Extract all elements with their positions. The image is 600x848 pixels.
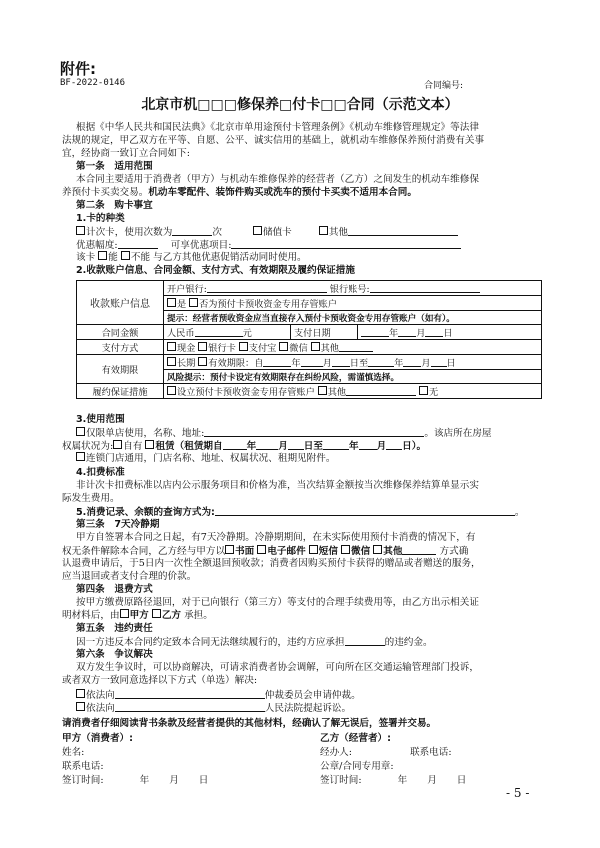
article-6-heading: 第六条 争议解决	[76, 649, 153, 660]
litigation-label-a: 依法向	[86, 703, 115, 714]
account-no-field[interactable]	[370, 282, 480, 293]
guarantee-cell	[164, 384, 542, 399]
long-term-checkbox[interactable]	[167, 357, 176, 366]
litigation-label-b: 人民法院提起诉讼。	[264, 703, 352, 714]
article-5-text-a: 因一方违反本合同约定致本合同无法继续履行的，违约方应承担	[76, 637, 345, 648]
guarantee-other-field[interactable]	[346, 385, 416, 396]
discount-field[interactable]	[118, 238, 158, 249]
valid-to-year-unit: 年	[394, 358, 404, 369]
benefit-field[interactable]	[231, 238, 461, 249]
party-b-sign-day: 日	[456, 775, 467, 786]
valid-to-day[interactable]	[431, 356, 447, 367]
valid-to-day-unit: 日	[446, 358, 456, 369]
can-checkbox[interactable]	[98, 251, 107, 260]
cannot-label: 不能	[130, 252, 151, 263]
value-card-label: 储值卡	[263, 227, 292, 238]
other-card-label: 其他	[328, 227, 349, 238]
count-unit: 次	[212, 227, 222, 238]
party-b-sign-month: 月	[427, 775, 437, 786]
lease-from-year-unit: 年	[246, 441, 257, 452]
bank-row	[164, 281, 542, 296]
lease-label: 租赁（租赁期自	[155, 441, 223, 452]
cash-label: 现金	[177, 343, 196, 354]
escrow-row	[164, 296, 542, 311]
article-1-text-2a: 养预付卡买卖交易。	[62, 187, 149, 198]
other-notice-checkbox[interactable]	[373, 545, 382, 554]
card-type-row	[76, 225, 458, 239]
bankcard-label: 银行卡	[208, 343, 236, 354]
valid-to-label: 至	[358, 358, 369, 369]
lease-from-year[interactable]	[223, 439, 247, 450]
article-2-heading: 第二条 购卡事宜	[76, 200, 153, 211]
article-1-text-2	[62, 186, 417, 199]
arbitration-checkbox[interactable]	[76, 689, 85, 698]
article-3-heading: 第三条 7天冷静期	[76, 519, 160, 530]
chain-store-row	[76, 452, 335, 465]
pay-method-label: 支付方式	[77, 340, 164, 355]
article-3-text-2a: 权无条件解除本合同，乙方经与甲方以	[62, 546, 226, 557]
lease-to-month[interactable]	[359, 439, 377, 450]
guarantee-label: 履约保证措施	[77, 384, 164, 399]
litigation-row	[76, 701, 351, 715]
count-card-label: 计次卡，使用次数为	[86, 227, 173, 238]
lease-from-month[interactable]	[256, 439, 278, 450]
party-a-phone-label: 联系电话:	[62, 761, 104, 772]
escrow-guarantee-label: 设立预付卡预收资金专用存管账户	[177, 387, 315, 398]
litigation-field[interactable]	[115, 701, 265, 712]
limited-term-checkbox[interactable]	[198, 357, 207, 366]
page-number: - 5 -	[506, 786, 530, 800]
party-a-sign-month: 月	[169, 775, 179, 786]
preamble-line-3: 宜，经协商一致订立合同如下:	[62, 148, 190, 159]
no-guarantee-checkbox[interactable]	[419, 386, 428, 395]
article-4-text-2a: 明材料后，由	[62, 610, 120, 621]
party-b-handler-label: 经办人:	[320, 747, 353, 758]
combine-rest: 与乙方其他优惠促销活动同时使用。	[153, 252, 307, 263]
chain-store-label: 连锁门店通用，门店名称、地址、权属状况、租期见附件。	[86, 453, 336, 464]
party-a-sign-time-label: 签订时间:	[62, 775, 104, 786]
pay-date-cell	[358, 325, 542, 340]
party-a-sign-day: 日	[198, 775, 209, 786]
valid-from-month-unit: 月	[322, 358, 332, 369]
is-label: 是	[177, 299, 187, 310]
not-escrow-checkbox[interactable]	[189, 298, 198, 307]
pay-other-label: 其他	[320, 343, 339, 354]
preamble-line-2: 法规的规定，甲乙双方在平等、自愿、公平、诚实信用的基础上，就机动车维修保养预付消费有关事	[62, 135, 485, 146]
pay-day-field[interactable]	[425, 326, 443, 337]
party-b-bears-label: 乙方	[161, 610, 181, 621]
valid-from-year-unit: 年	[291, 358, 301, 369]
party-b-seal-label: 公章/合同专用章:	[320, 761, 394, 772]
discount-label: 优惠幅度:	[76, 240, 118, 251]
article-1-heading: 第一条 适用范围	[76, 161, 153, 172]
party-b-sign-year: 年	[397, 775, 408, 786]
not-escrow-label: 否为预付卡预收资金专用存管账户	[199, 299, 337, 310]
own-checkbox[interactable]	[113, 440, 122, 449]
alipay-checkbox[interactable]	[239, 342, 248, 351]
guarantee-other-label: 其他	[327, 387, 347, 398]
article-5-heading: 第五条 违约责任	[76, 623, 153, 634]
party-a-name-label: 姓名:	[62, 747, 85, 758]
count-card-checkbox[interactable]	[76, 226, 85, 235]
article-3-text-2	[62, 544, 468, 558]
article-4-text-1: 按甲方缴费原路径退回，对于已向银行（第三方）等支付的合理手续费用等，由乙方出示相关证	[76, 597, 479, 608]
account-no-label: 银行账号:	[329, 284, 370, 295]
cash-checkbox[interactable]	[167, 342, 176, 351]
party-b-bears-checkbox[interactable]	[152, 609, 161, 618]
lease-end-label: 日）。	[402, 441, 427, 452]
amount-cell	[164, 325, 291, 340]
lease-from-day[interactable]	[288, 439, 304, 450]
account-info-label: 收款账户信息	[77, 281, 164, 325]
lease-to-year[interactable]	[323, 439, 349, 450]
contract-number-label: 合同编号:	[424, 81, 464, 91]
article-5-text	[76, 635, 433, 649]
lease-to-day[interactable]	[386, 439, 402, 450]
pay-other-field[interactable]	[339, 341, 373, 352]
payment-table	[76, 280, 542, 399]
benefit-label: 可享优惠项目:	[170, 240, 232, 251]
contract-title: 北京市机□□□修保养□付卡□□合同（示范文本）	[141, 97, 459, 113]
pay-date-label: 支付日期	[291, 325, 358, 340]
rmb-label: 人民币	[167, 328, 195, 339]
annex-label: 附件:	[60, 60, 96, 78]
own-label: 自有	[123, 441, 143, 452]
bank-field[interactable]	[207, 282, 327, 293]
other-card-checkbox[interactable]	[319, 226, 328, 235]
validity-label: 有效期限	[77, 355, 164, 384]
escrow-guarantee-checkbox[interactable]	[167, 386, 176, 395]
wechat-notice-label: 微信	[351, 546, 371, 557]
valid-from-day[interactable]	[332, 356, 350, 367]
arbitration-label-b: 仲裁委员会申请仲裁。	[264, 690, 361, 701]
is-escrow-checkbox[interactable]	[167, 298, 176, 307]
document-code: BF-2022-0146	[60, 78, 126, 88]
amount-label: 合同金额	[77, 325, 164, 340]
litigation-checkbox[interactable]	[76, 702, 85, 711]
arbitration-field[interactable]	[115, 688, 265, 699]
valid-to-year[interactable]	[368, 356, 394, 367]
can-label: 能	[108, 252, 118, 263]
deduction-text-1: 非计次卡扣费标准以店内公示服务项目和价格为准，当次结算金额按当次维修保养结算单显示实	[76, 480, 479, 491]
pay-year-unit: 年	[389, 328, 399, 339]
letter-checkbox[interactable]	[225, 545, 234, 554]
preamble-line-1: 根据《中华人民共和国民法典》《北京市单用途预付卡管理条例》《机动车维修管理规定》等法律	[76, 122, 479, 133]
party-b-heading: 乙方（经营者）:	[320, 733, 391, 744]
lease-to-month-unit: 月	[376, 441, 387, 452]
deduction-text-2: 际发生费用。	[62, 493, 120, 504]
amount-field[interactable]	[195, 326, 243, 337]
arbitration-row	[76, 688, 361, 702]
limited-term-label: 有效期限：自	[208, 358, 264, 369]
pay-month-field[interactable]	[398, 326, 416, 337]
valid-to-month-unit: 月	[421, 358, 431, 369]
party-b-phone-label: 联系电话:	[410, 747, 452, 758]
lease-checkbox[interactable]	[145, 440, 154, 449]
query-label: 5.消费记录、余额的查询方式为:	[76, 507, 215, 518]
article-1-text-1: 本合同主要适用于消费者（甲方）与机动车维修保养的经营者（乙方）之间发生的机动车维修保	[76, 174, 479, 185]
article-6-text-1: 双方发生争议时，可以协商解决，可请求消费者协会调解，可向所在区交通运输管理部门投诉，	[76, 662, 479, 673]
lease-from-month-unit: 月	[278, 441, 288, 452]
article-6-text-2: 或者双方一致同意选择以下方式（单选）解决:	[62, 675, 258, 686]
article-4-text-2	[62, 609, 213, 622]
wechat-label: 微信	[289, 343, 308, 354]
sms-checkbox[interactable]	[309, 545, 318, 554]
chain-store-checkbox[interactable]	[76, 452, 85, 461]
query-row: 5.消费记录、余额的查询方式为: 。	[76, 507, 525, 518]
combine-row	[76, 251, 307, 264]
valid-from-year[interactable]	[263, 356, 291, 367]
single-store-checkbox[interactable]	[76, 427, 85, 436]
no-guarantee-label: 无	[429, 387, 439, 398]
validity-risk-tip: 风险提示：预付卡设定有效期限存在纠纷风险，需谨慎选择。	[164, 370, 542, 384]
value-card-checkbox[interactable]	[253, 226, 262, 235]
valid-from-day-unit: 日	[349, 358, 359, 369]
pay-other-checkbox[interactable]	[311, 342, 320, 351]
account-section-heading: 2.收款账户信息、合同金额、支付方式、有效期限及履约保证措施	[76, 265, 355, 276]
party-a-bears-checkbox[interactable]	[120, 609, 129, 618]
email-checkbox[interactable]	[257, 545, 266, 554]
wechat-notice-checkbox[interactable]	[341, 545, 350, 554]
bankcard-checkbox[interactable]	[198, 342, 207, 351]
sms-label: 短信	[318, 546, 338, 557]
pay-year-field[interactable]	[361, 326, 389, 337]
card-type-heading: 1.卡的种类	[76, 213, 125, 224]
party-a-bears-label: 甲方	[129, 610, 149, 621]
single-store-label: 仅限单店使用，名称、地址:	[86, 428, 205, 439]
validity-cell	[164, 355, 542, 370]
valid-from-month[interactable]	[301, 356, 323, 367]
count-field[interactable]	[172, 225, 212, 236]
single-store-tail: 。该店所在房屋	[424, 428, 492, 439]
article-3-text-2b: 方式确	[439, 546, 469, 557]
party-a-sign-year: 年	[139, 775, 150, 786]
letter-label: 书面	[235, 546, 255, 557]
discount-row	[76, 238, 461, 252]
pay-day-unit: 日	[443, 328, 453, 339]
party-b-sign-time	[320, 774, 466, 787]
wechat-checkbox[interactable]	[279, 342, 288, 351]
deduction-heading: 4.扣费标准	[76, 467, 125, 478]
combine-label: 该卡	[76, 252, 96, 263]
ownership-row	[62, 439, 426, 453]
penalty-field[interactable]	[345, 635, 385, 646]
lease-to-year-unit: 年	[348, 441, 359, 452]
guarantee-other-checkbox[interactable]	[318, 386, 327, 395]
arbitration-label-a: 依法向	[86, 690, 115, 701]
alipay-label: 支付宝	[248, 343, 277, 354]
article-1-exclusion: 机动车零配件、装饰件购买或洗车的预付卡买卖不适用本合同。	[148, 187, 417, 198]
article-4-text-2b: 承担。	[184, 610, 213, 621]
signing-notice: 请消费者仔细阅读背书条款及经营者提供的其他材料，经确认了解无误后，签署并交易。	[62, 718, 437, 729]
ownership-label: 权属状况为:	[62, 441, 114, 452]
query-field[interactable]	[215, 505, 515, 516]
store-address-field[interactable]	[204, 426, 424, 437]
party-b-sign-time-label: 签订时间:	[320, 775, 362, 786]
escrow-tip: 提示：经营者预收资金应当直接存入预付卡预收资金专用存管账户（如有）。	[164, 311, 542, 325]
other-card-field[interactable]	[348, 225, 458, 236]
other-notice-field[interactable]	[402, 544, 436, 555]
valid-to-month[interactable]	[403, 356, 421, 367]
yuan-label: 元	[242, 328, 252, 339]
pay-month-unit: 月	[416, 328, 426, 339]
article-3-text-1: 甲方自签署本合同之日起，有7天冷静期。冷静期期间，在未实际使用预付卡消费的情况下，有	[76, 532, 476, 543]
article-4-heading: 第四条 退费方式	[76, 584, 153, 595]
email-label: 电子邮件	[267, 546, 306, 557]
scope-heading: 3.使用范围	[76, 414, 125, 425]
bank-label: 开户银行:	[167, 284, 207, 295]
long-term-label: 长期	[177, 358, 196, 369]
article-5-text-b: 的违约金。	[384, 637, 433, 648]
other-notice-label: 其他	[383, 546, 403, 557]
article-3-text-3: 认退费申请后，于5日内一次性全额退回预收款；消费者因购买预付卡获得的赠品或者赠送的服务，	[62, 558, 481, 569]
pay-method-cell	[164, 340, 542, 355]
lease-to-label: 日至	[303, 441, 323, 452]
article-3-text-4: 应当退回或者支付合理的价款。	[62, 571, 197, 582]
single-store-row	[76, 426, 492, 440]
party-a-heading: 甲方（消费者）:	[62, 733, 133, 744]
party-a-sign-time	[62, 774, 208, 787]
cannot-checkbox[interactable]	[121, 251, 130, 260]
